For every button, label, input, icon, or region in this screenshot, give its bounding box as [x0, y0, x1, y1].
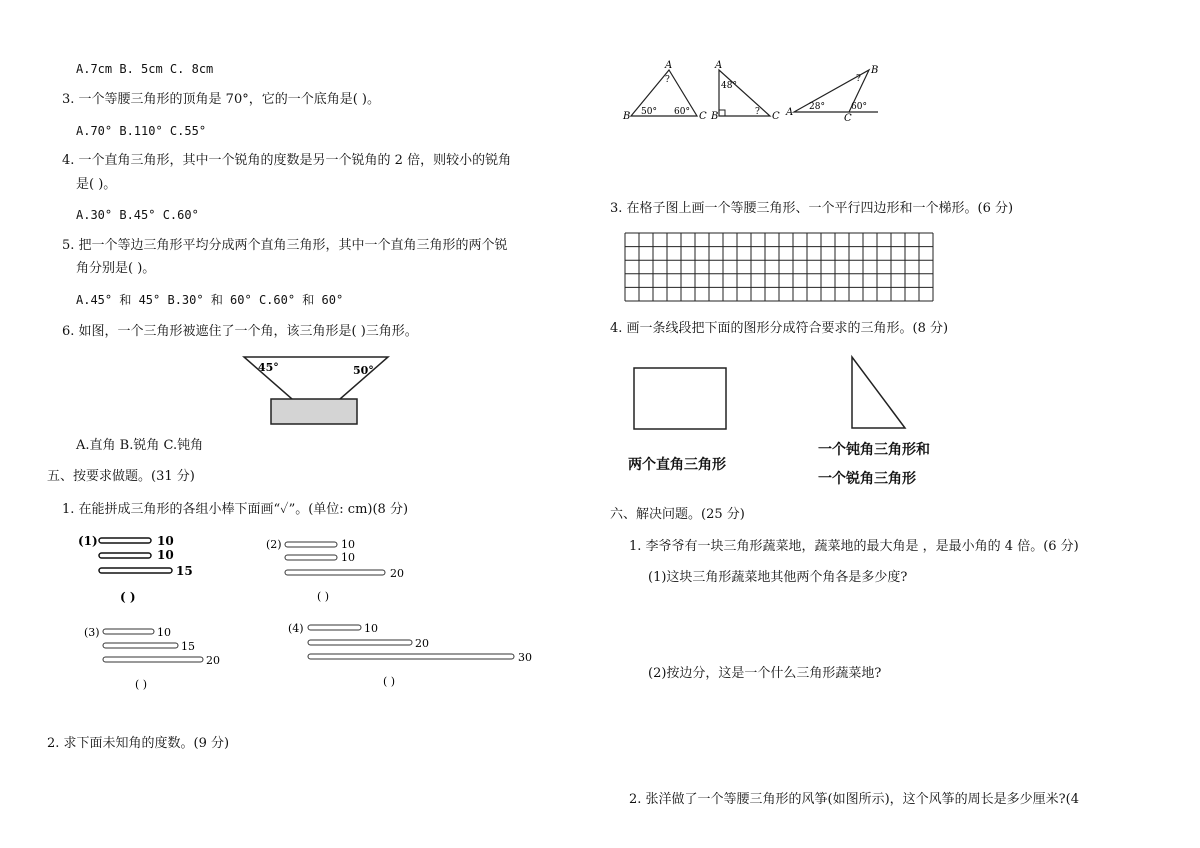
- q6-options: A.直角 B.锐角 C.钝角: [76, 438, 204, 453]
- s5-q1-text: 1. 在能拼成三角形的各组小棒下面画“✓”。(单位: cm)(8 分): [62, 502, 409, 517]
- q4-options: A.30° B.45° C.60°: [76, 208, 199, 222]
- vertex-label: C: [844, 113, 852, 124]
- stick-value: 30: [518, 651, 532, 664]
- s5-q2-text: 2. 求下面未知角的度数。(9 分): [47, 736, 230, 751]
- q6-angle-left: 45°: [258, 361, 279, 374]
- angle-label: 60°: [674, 107, 690, 117]
- stick-value: 10: [341, 551, 355, 564]
- q5-line2: 角分别是( )。: [76, 261, 156, 276]
- answer-blank[interactable]: ( ): [135, 678, 148, 691]
- group-label: (1): [78, 534, 98, 548]
- stick-value: 10: [341, 538, 355, 551]
- angle-label: 50°: [641, 107, 657, 117]
- answer-blank[interactable]: ( ): [120, 590, 136, 604]
- angle-label: ?: [665, 75, 670, 85]
- group-label: (3): [84, 626, 100, 639]
- angle-label: ?: [856, 74, 861, 84]
- q4-divide-text: 4. 画一条线段把下面的图形分成符合要求的三角形。(8 分): [610, 321, 949, 336]
- stick-value: 20: [206, 654, 220, 667]
- answer-blank[interactable]: ( ): [383, 675, 396, 688]
- vertex-label: A: [665, 60, 673, 71]
- q6-text: 6. 如图，一个三角形被遮住了一个角，该三角形是( )三角形。: [62, 324, 418, 339]
- vertex-label: C: [772, 111, 780, 122]
- stick-value: 20: [415, 637, 429, 650]
- group-label: (2): [266, 538, 282, 551]
- stick-value: 15: [181, 640, 195, 653]
- q6-angle-right: 50°: [353, 364, 374, 377]
- q3-text: 3. 一个等腰三角形的顶角是 70°，它的一个底角是( )。: [62, 92, 380, 107]
- rect-caption: 两个直角三角形: [628, 457, 726, 473]
- q4-line2: 是( )。: [76, 177, 117, 192]
- stick-value: 10: [364, 622, 378, 635]
- s6-q1-sub2: (2)按边分，这是一个什么三角形蔬菜地?: [648, 666, 882, 681]
- stick-value: 10: [157, 548, 174, 562]
- angle-label: 28°: [809, 102, 825, 112]
- vertex-label: B: [623, 111, 631, 122]
- section5-title: 五、按要求做题。(31 分): [47, 469, 195, 484]
- stick-value: 20: [390, 567, 404, 580]
- stick-value: 10: [157, 534, 174, 548]
- vertex-label: B: [711, 111, 719, 122]
- angle-label: 48°: [721, 81, 737, 91]
- s6-q1-text: 1. 李爷爷有一块三角形蔬菜地，蔬菜地的最大角是 ，是最小角的 4 倍。(6 分): [629, 539, 1079, 554]
- q5-options: A.45° 和 45° B.30° 和 60° C.60° 和 60°: [76, 293, 344, 307]
- rectangle-shape[interactable]: [634, 368, 726, 429]
- stick-value: 10: [157, 626, 171, 639]
- s6-q2-text: 2. 张洋做了一个等腰三角形的风筝(如图所示)，这个风筝的周长是多少厘米?(4: [629, 792, 1079, 807]
- vertex-label: B: [871, 65, 879, 76]
- q4-line1: 4. 一个直角三角形，其中一个锐角的度数是另一个锐角的 2 倍，则较小的锐角: [62, 153, 512, 168]
- vertex-label: C: [699, 111, 707, 122]
- angle-label: 60°: [851, 102, 867, 112]
- angle-label: ?: [755, 107, 760, 117]
- section6-title: 六、解决问题。(25 分): [610, 507, 745, 522]
- q2-options: A.7cm B. 5cm C. 8cm: [76, 62, 214, 76]
- s6-q1-sub1: (1)这块三角形蔬菜地其他两个角各是多少度?: [648, 570, 908, 585]
- q3-grid-text: 3. 在格子图上画一个等腰三角形、一个平行四边形和一个梯形。(6 分): [610, 201, 1014, 216]
- stick-value: 15: [176, 564, 193, 578]
- tri-caption-1: 一个钝角三角形和: [818, 442, 930, 458]
- answer-blank[interactable]: ( ): [317, 590, 330, 603]
- vertex-label: A: [715, 60, 723, 71]
- q3-options: A.70° B.110° C.55°: [76, 124, 207, 138]
- group-label: (4): [288, 622, 304, 635]
- q5-line1: 5. 把一个等边三角形平均分成两个直角三角形，其中一个直角三角形的两个锐: [62, 238, 508, 253]
- tri-caption-2: 一个锐角三角形: [818, 471, 916, 487]
- right-triangle-shape[interactable]: [852, 357, 905, 428]
- vertex-label: A: [786, 107, 794, 118]
